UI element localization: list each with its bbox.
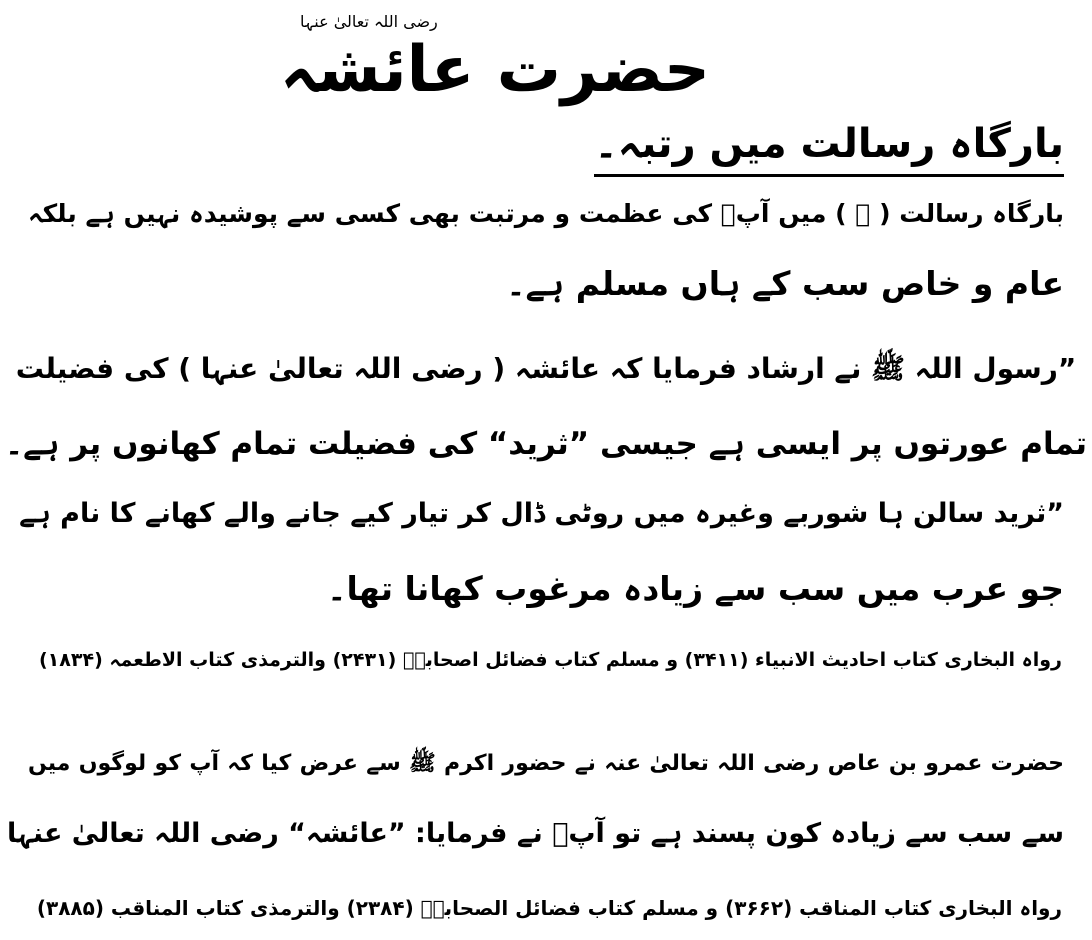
page-title: حضرت عائشہ [280, 33, 710, 107]
note-line1: ”ثرید سالن ہا شوربے وغیرہ میں روٹی ڈال کر تیار کیے جانے والے کھانے کا نام ہے [19, 498, 1064, 529]
hadith2-line1: حضرت عمرو بن عاص رضی اللہ تعالیٰ عنہ نے حضور اکرم ﷺ سے عرض کیا کہ آپ کو لوگوں میں [28, 751, 1064, 776]
paragraph1-line1: بارگاہ رسالت ( ﷺ ) میں آپؓ کی عظمت و مرتبت بھی کسی سے پوشیدہ نہیں ہے بلکہ [28, 199, 1064, 228]
note-line2: جو عرب میں سب سے زیادہ مرغوب کھانا تھا۔ [327, 569, 1064, 608]
paragraph1-line2: عام و خاص سب کے ہاں مسلم ہے۔ [506, 264, 1064, 303]
section-heading: بارگاہ رسالت میں رتبہ۔ [594, 118, 1064, 177]
hadith2-line2: سے سب سے زیادہ کون پسند ہے تو آپؐ نے فرمایا: ”عائشہ“ رضی اللہ تعالیٰ عنہا [6, 818, 1064, 849]
hadith1-line1: ”رسول اللہ ﷺ نے ارشاد فرمایا کہ عائشہ ( رضی اللہ تعالیٰ عنہا ) کی فضیلت [15, 352, 1077, 385]
reference1: رواہ البخاری کتاب احادیث الانبیاء (۳۴۱۱) و مسلم کتاب فضائل اصحابہؓ (۲۴۳۱) والترمذی کتاب الاطعمہ (۱۸۳۴) [38, 649, 1062, 671]
title-honorific: رضی اللہ تعالیٰ عنہا [300, 12, 438, 31]
hadith1-line2: تمام عورتوں پر ایسی ہے جیسی ”ثرید“ کی فضیلت تمام کھانوں پر ہے۔ [4, 426, 1088, 462]
reference2: رواہ البخاری کتاب المناقب (۳۶۶۲) و مسلم کتاب فضائل الصحابہؓ (۲۳۸۴) والترمذی کتاب المناقب (۳۸۸۵) [36, 896, 1062, 920]
